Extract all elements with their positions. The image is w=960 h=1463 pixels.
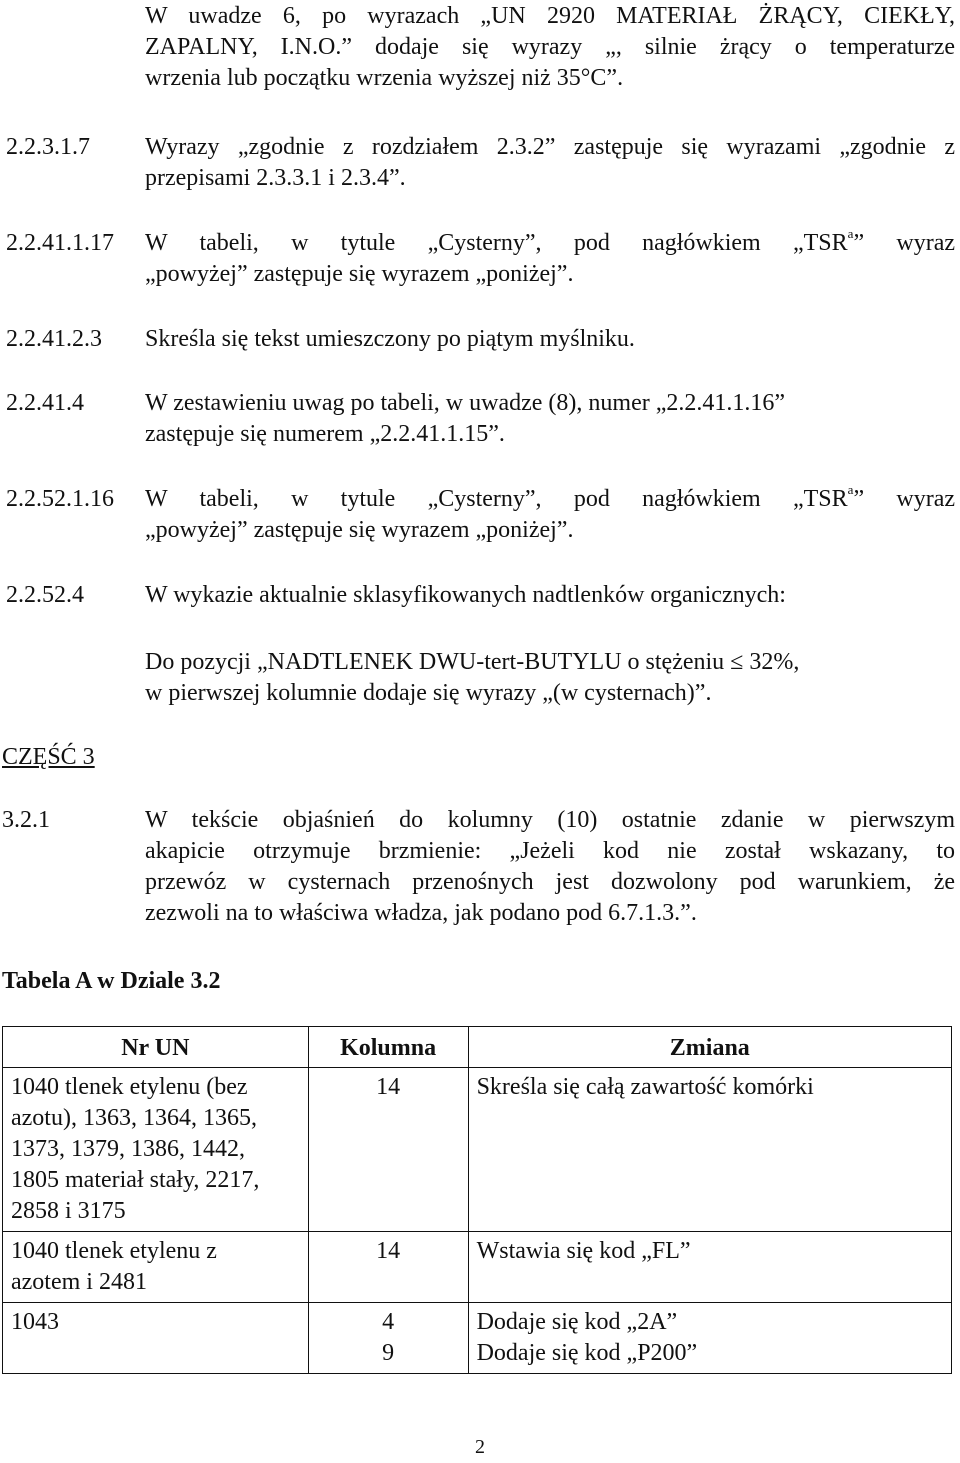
column-header: Nr UN — [3, 1027, 309, 1068]
item-number: 2.2.52.4 — [6, 582, 84, 608]
text-line: wrzenia lub początku wrzenia wyższej niż 35°C”. — [145, 65, 624, 91]
cell-line: azotu), 1363, 1364, 1365, — [11, 1105, 257, 1131]
table-cell-un — [3, 1232, 309, 1303]
table-cell-column — [308, 1232, 468, 1303]
cell-line: 1805 materiał stały, 2217, — [11, 1167, 260, 1193]
amendments-table — [2, 1026, 952, 1374]
text-line: W uwadze 6, po wyrazach „UN 2920 MATERIAŁ ŻRĄCY, CIEKŁY, — [145, 3, 955, 29]
cell-line: 14 — [376, 1074, 401, 1100]
table-cell-change — [468, 1303, 951, 1374]
cell-line: 9 — [382, 1340, 395, 1366]
item-text — [145, 388, 955, 450]
text-line: „powyżej” zastępuje się wyrazem „poniżej”. — [145, 261, 574, 287]
item-number: 2.2.52.1.16 — [6, 486, 114, 512]
text-line — [145, 228, 955, 259]
text-line: w pierwszej kolumnie dodaje się wyrazy „(w cysternach)”. — [145, 680, 712, 706]
text-line: zastępuje się numerem „2.2.41.1.15”. — [145, 421, 505, 447]
table-title: Tabela A w Dziale 3.2 — [2, 968, 221, 994]
text-span: ” wyraz — [853, 230, 956, 256]
item-number: 2.2.41.2.3 — [6, 326, 102, 352]
text-line: W zestawieniu uwag po tabeli, w uwadze (8), numer „2.2.41.1.16” — [145, 390, 786, 416]
cell-line: 1373, 1379, 1386, 1442, — [11, 1136, 245, 1162]
cell-line: 14 — [376, 1238, 401, 1264]
item-number: 2.2.41.1.17 — [6, 230, 114, 256]
text-line: przewóz w cysternach przenośnych jest dozwolony pod warunkiem, że — [145, 869, 955, 895]
text-line: Wyrazy „zgodnie z rozdziałem 2.3.2” zastępuje się wyrazami „zgodnie z — [145, 134, 955, 160]
table-row — [3, 1068, 952, 1232]
superscript: a — [847, 226, 854, 241]
item-text: W wykazie aktualnie sklasyfikowanych nadtlenków organicznych: — [145, 582, 786, 608]
text-line: „powyżej” zastępuje się wyrazem „poniżej”. — [145, 517, 574, 543]
part-heading: CZĘŚĆ 3 — [2, 744, 95, 770]
paragraph-nadtlenek — [145, 647, 955, 709]
item-number: 2.2.3.1.7 — [6, 134, 90, 160]
table-header-row — [3, 1027, 952, 1068]
cell-line: Dodaje się kod „2A” — [476, 1309, 678, 1335]
column-header: Zmiana — [468, 1027, 951, 1068]
cell-line: 4 — [382, 1309, 395, 1335]
text-line: W tekście objaśnień do kolumny (10) ostatnie zdanie w pierwszym — [145, 807, 955, 833]
text-span: W tabeli, w tytule „Cysterny”, pod nagłówkiem „TSR — [145, 486, 848, 512]
text-line: zezwoli na to właściwa władza, jak podano pod 6.7.1.3.”. — [145, 900, 697, 926]
page-number: 2 — [475, 1436, 485, 1458]
table-row — [3, 1232, 952, 1303]
cell-line: Dodaje się kod „P200” — [476, 1340, 698, 1366]
table-cell-column — [308, 1068, 468, 1232]
cell-line: 1040 tlenek etylenu z — [11, 1238, 217, 1264]
item-text — [145, 484, 955, 546]
table-cell-change — [468, 1232, 951, 1303]
item-text — [145, 132, 955, 194]
column-header: Kolumna — [308, 1027, 468, 1068]
text-span: W tabeli, w tytule „Cysterny”, pod nagłówkiem „TSR — [145, 230, 848, 256]
cell-line: 2858 i 3175 — [11, 1198, 126, 1224]
text-line: ZAPALNY, I.N.O.” dodaje się wyrazy „, silnie żrący o temperaturze — [145, 34, 955, 60]
text-line — [145, 484, 955, 515]
paragraph-uwaga6 — [145, 1, 955, 94]
cell-line: azotem i 2481 — [11, 1269, 147, 1295]
item-number: 2.2.41.4 — [6, 390, 84, 416]
item-text — [145, 228, 955, 290]
text-line: przepisami 2.3.3.1 i 2.3.4”. — [145, 165, 406, 191]
item-number: 3.2.1 — [2, 807, 50, 833]
table-cell-un — [3, 1303, 309, 1374]
table-cell-un — [3, 1068, 309, 1232]
table-cell-change — [468, 1068, 951, 1232]
table-row — [3, 1303, 952, 1374]
text-line: akapicie otrzymuje brzmienie: „Jeżeli kod nie został wskazany, to — [145, 838, 955, 864]
cell-line: Wstawia się kod „FL” — [476, 1238, 691, 1264]
superscript: a — [847, 482, 854, 497]
item-text — [145, 805, 955, 929]
table-cell-column — [308, 1303, 468, 1374]
text-line: Do pozycji „NADTLENEK DWU-tert-BUTYLU o stężeniu ≤ 32%, — [145, 649, 800, 675]
cell-line: Skreśla się całą zawartość komórki — [476, 1074, 814, 1100]
text-span: ” wyraz — [853, 486, 956, 512]
item-text: Skreśla się tekst umieszczony po piątym myślniku. — [145, 326, 635, 352]
cell-line: 1040 tlenek etylenu (bez — [11, 1074, 248, 1100]
cell-line: 1043 — [11, 1309, 59, 1335]
